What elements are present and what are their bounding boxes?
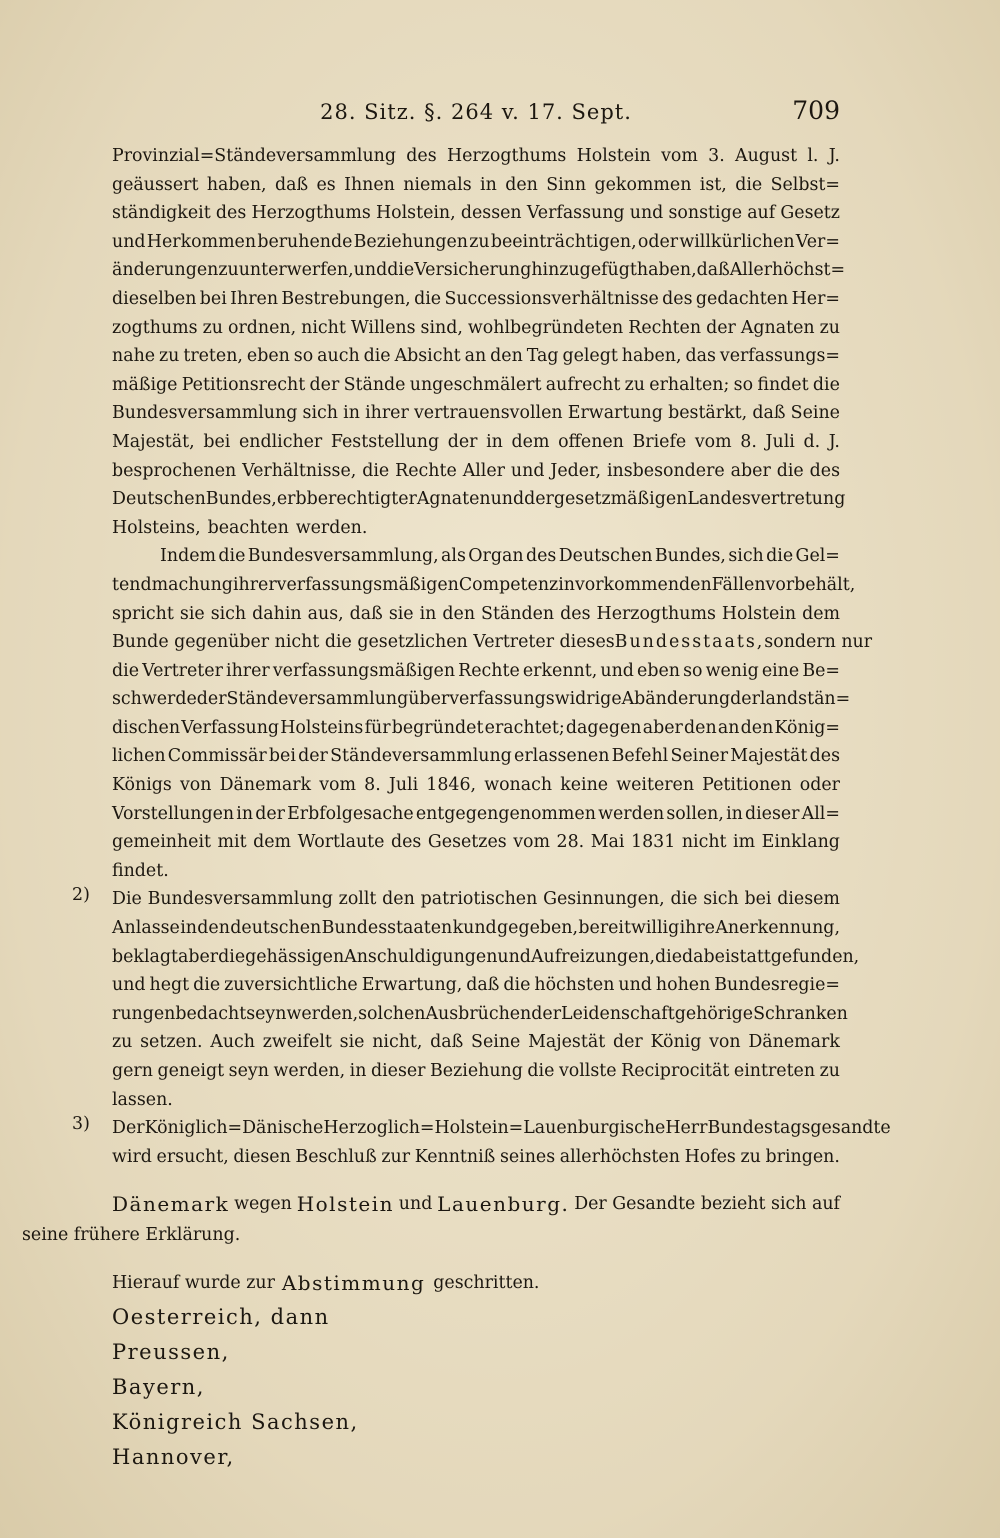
enumerated-item-2 <box>72 885 860 1114</box>
state-name: Lauenburg. <box>437 1192 570 1217</box>
state-name: Dänemark <box>112 1192 230 1217</box>
text-line: und hegt die zuversichtliche Erwartung, daß die höchsten und hohen Bundesregie= <box>112 975 840 996</box>
enumerated-item-3 <box>72 1114 891 1171</box>
text-line: lichen Commissär bei der Ständeversammlung erlassenen Befehl Seiner Majestät des <box>112 746 840 767</box>
text-line: Indem die Bundesversammlung, als Organ des Deutschen Bundes, sich die Gel= <box>160 546 840 567</box>
text-line: Vorstellungen in der Erbfolgesache entgegengenommen werden sollen, in dieser All= <box>112 803 840 824</box>
text-line: Provinzial=Ständeversammlung des Herzogthums Holstein vom 3. August l. J. <box>112 146 840 166</box>
text-line: Holsteins, beachten werden. <box>112 517 368 538</box>
page-number: 709 <box>792 96 840 125</box>
declaration <box>22 1187 840 1250</box>
vote-line <box>112 1266 840 1300</box>
text-line: Die Bundesversammlung zollt den patriotischen Gesinnungen, die sich bei diesem <box>112 889 840 910</box>
item-number: 3) <box>72 1114 90 1135</box>
state-entry: Preussen, <box>112 1339 230 1364</box>
state-entry: Oesterreich, dann <box>112 1304 330 1329</box>
text-segment: und <box>398 1194 433 1215</box>
item-number: 2) <box>72 885 90 906</box>
text-line: wird ersucht, diesen Beschluß zur Kenntniß seines allerhöchsten Hofes zu bringen. <box>112 1146 840 1167</box>
text-line: gemeinheit mit dem Wortlaute des Gesetzes vom 28. Mai 1831 nicht im Einklang <box>112 832 840 853</box>
text-line: findet. <box>112 860 169 881</box>
text-line <box>112 1187 840 1221</box>
text-line: gern geneigt seyn werden, in dieser Beziehung die vollste Reciprocität eintreten zu <box>112 1061 840 1081</box>
text-line: ständigkeit des Herzogthums Holstein, dessen Verfassung und sonstige auf Gesetz <box>112 203 840 224</box>
state-list <box>112 1300 840 1475</box>
state-name: Holstein <box>296 1192 394 1217</box>
text-body <box>22 142 891 1475</box>
spaced-emphasis: Bundesstaats, <box>614 632 765 653</box>
state-entry: Königreich Sachsen, <box>112 1409 359 1434</box>
text-segment: Hierauf wurde zur <box>112 1272 275 1293</box>
text-line: Deutschen Bundes, erbberechtigter Agnaten und der gesetzmäßigen Landesvertretung <box>112 489 846 510</box>
text-line: änderungen zu unterwerfen, und die Versicherung hinzugefügt haben, daß Allerhöchst= <box>112 260 846 281</box>
text-segment: wegen <box>234 1194 292 1215</box>
text-line: und Herkommen beruhende Beziehungen zu beeinträchtigen, oder willkürlichen Ver= <box>112 231 840 252</box>
text-segment: Der Gesandte bezieht sich auf <box>574 1194 840 1215</box>
paragraph-1 <box>112 142 846 542</box>
text-segment: geschritten. <box>433 1272 540 1293</box>
text-segment: Bunde gegenüber nicht die gesetzlichen Vertreter dieses <box>112 632 615 653</box>
text-line: geäussert haben, daß es Ihnen niemals in den Sinn gekommen ist, die Selbst= <box>112 174 840 195</box>
text-line: dischen Verfassung Holsteins für begründet erachtet; dagegen aber den an den König= <box>112 717 840 738</box>
text-line: Anlasse in den deutschen Bundesstaaten kund gegeben, bereitwillig ihre Anerkennung, <box>112 918 840 939</box>
spaced-emphasis: Abstimmung <box>281 1270 426 1295</box>
state-entry: Hannover, <box>112 1444 235 1469</box>
text-line: Bundesversammlung sich in ihrer vertrauensvollen Erwartung bestärkt, daß Seine <box>112 403 840 424</box>
text-line: dieselben bei Ihren Bestrebungen, die Successionsverhältnisse des gedachten Her= <box>112 288 840 309</box>
text-line: Königs von Dänemark vom 8. Juli 1846, wonach keine weiteren Petitionen oder <box>112 775 840 796</box>
paragraph-2 <box>112 542 873 885</box>
text-line: seine frühere Erklärung. <box>22 1225 241 1246</box>
text-line: rungen bedacht seyn werden, solchen Ausbrüchen der Leidenschaft gehörige Schranken <box>112 1003 848 1024</box>
text-line: tendmachung ihrer verfassungsmäßigen Competenz in vorkommenden Fällen vorbehält, <box>112 574 856 595</box>
text-line: die Vertreter ihrer verfassungsmäßigen Rechte erkennt, und eben so wenig eine Be= <box>112 660 840 681</box>
text-line: schwerde der Ständeversammlung über verfassungswidrige Abänderung der landstän= <box>112 689 851 710</box>
text-segment: sondern nur <box>764 632 873 653</box>
running-head: 28. Sitz. §. 264 v. 17. Sept. <box>320 100 632 124</box>
text-line <box>112 628 873 657</box>
text-line: zu setzen. Auch zweifelt sie nicht, daß Seine Majestät der König von Dänemark <box>112 1032 840 1053</box>
text-line: mäßige Petitionsrecht der Stände ungeschmälert aufrecht zu erhalten; so findet die <box>112 374 840 395</box>
state-entry: Bayern, <box>112 1374 205 1399</box>
text-line: beklagt aber die gehässigen Anschuldigungen und Aufreizungen, die dabei statt gefunden, <box>112 946 860 967</box>
text-line: Der Königlich=Dänische Herzoglich=Holstein=Lauenburgische Herr Bundestagsgesandte <box>112 1118 891 1139</box>
text-line: lassen. <box>112 1089 173 1110</box>
text-line: spricht sie sich dahin aus, daß sie in den Ständen des Herzogthums Holstein dem <box>112 603 840 624</box>
text-line: Majestät, bei endlicher Feststellung der in dem offenen Briefe vom 8. Juli d. J. <box>112 431 840 452</box>
text-line: nahe zu treten, eben so auch die Absicht an den Tag gelegt haben, das verfassungs= <box>112 346 840 367</box>
page-header <box>112 96 840 130</box>
text-line: besprochenen Verhältnisse, die Rechte Aller und Jeder, insbesondere aber die des <box>112 460 840 481</box>
text-line: zogthums zu ordnen, nicht Willens sind, wohlbegründeten Rechten der Agnaten zu <box>112 317 840 338</box>
